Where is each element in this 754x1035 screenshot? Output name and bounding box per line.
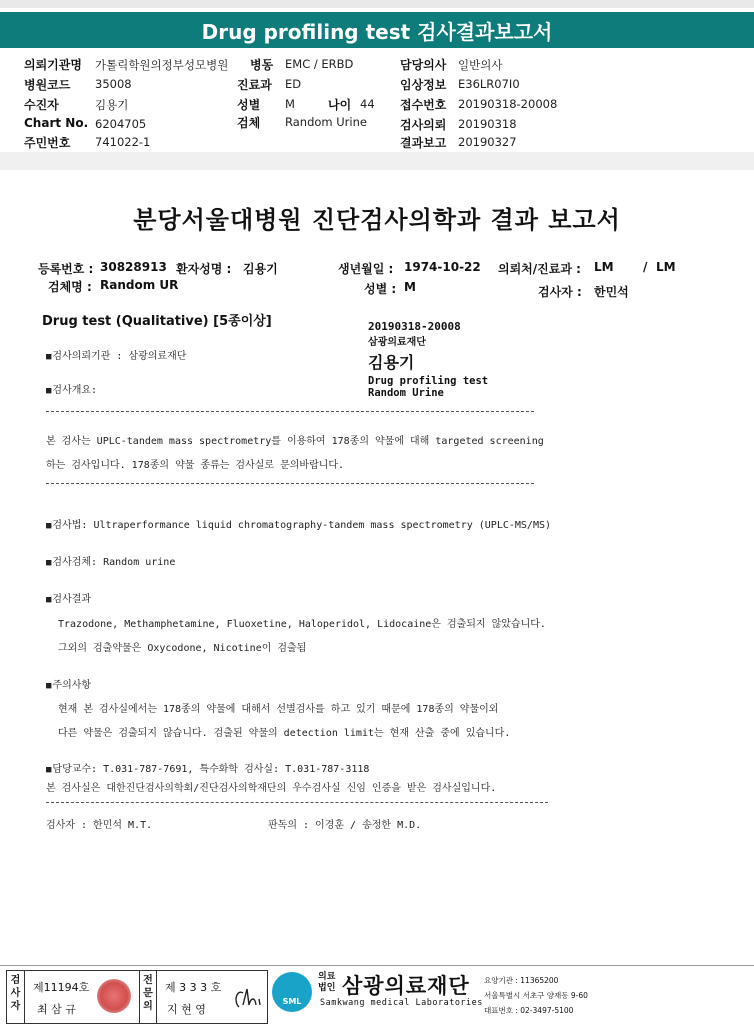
method-line: ■ 검사법: Ultraperformance liquid chromatography-tandem mass spectrometry (UPLC-MS/MS) [46,516,551,531]
dashed-divider [46,802,548,803]
value-resident-no: 741022-1 [95,135,151,149]
signature-box [6,970,268,1024]
value-accession: 20190318-20008 [458,97,558,111]
value-institution: 가톨릭학원의정부성모병원 [95,58,229,72]
col2-name: 지 현 영 [167,1003,206,1016]
sticker-test: Drug profiling test [368,375,489,387]
org-address: 서울특별시 서초구 양재동 9-60 [484,991,588,1000]
value-chart-no: 6204705 [95,117,147,131]
label-chart-no: Chart No. [24,116,89,130]
dept-value-2: LM [656,260,676,274]
label-resident-no: 주민번호 [24,136,71,150]
tester-label: 검사자 : [538,285,582,299]
sticker-org: 삼광의료재단 [368,337,426,348]
caution-line-1: 현재 본 검사실에서는 178종의 약물에 대해서 선별검사를 하고 있기 때문에 178종의 약물이외 [58,704,499,715]
caution-line-2: 다른 약물은 검출되지 않습니다. 검출된 약물의 detection limit는 현재 산출 중에 있습니다. [58,728,511,739]
contact-line: ■ 담당교수: T.031-787-7691, 특수화학 검사실: T.031-787-3118 [46,760,369,775]
col2-label: 전문의 [139,971,157,1023]
patient-label: 환자성명 : [176,262,232,276]
test-subtitle: Drug test (Qualitative) [5종이상] [42,314,272,329]
value-department: ED [285,77,302,91]
col1-name: 최 삼 규 [37,1003,76,1016]
value-ward: EMC / ERBD [285,57,354,71]
report-title: 분당서울대병원 진단검사의학과 결과 보고서 [133,206,621,234]
footer [0,965,754,1035]
label-age: 나이 [328,98,352,112]
specimen-line: ■ 검사검체: Random urine [46,553,175,568]
top-strip [0,0,754,8]
dept-value-1: LM [594,260,614,274]
label-institution: 의뢰기관명 [24,58,82,72]
org-name: 삼광의료재단 [342,974,470,998]
sticker-patient: 김용기 [368,353,415,372]
caution-heading: ■ 주의사항 [46,676,91,691]
dept-separator: / [643,260,648,274]
value-report-date: 20190327 [458,135,517,149]
label-clinical-info: 임상정보 [400,78,447,92]
specimen-label-sticker [368,320,518,399]
label-doctor: 담당의사 [400,58,447,72]
value-clinical-info: E36LR07I0 [458,77,520,91]
sticker-accession: 20190318-20008 [368,320,461,333]
sex-label: 성별 : [364,282,397,296]
label-sex: 성별 [237,98,261,112]
reg-value: 30828913 [100,260,167,274]
label-patient: 수진자 [24,98,59,112]
result-line-1: Trazodone, Methamphetamine, Fluoxetine, Haloperidol, Lidocaine은 검출되지 않았습니다. [58,619,546,630]
col1-label: 검사자 [7,971,25,1023]
value-doctor: 일반의사 [458,58,503,72]
signer-line: 검사자 : 한민석 M.T. [46,820,153,831]
value-sex: M [285,97,295,111]
org-phone: 대표번호 : 02-3497-5100 [484,1006,574,1015]
reader-line: 판독의 : 이경훈 / 송정한 M.D. [268,820,422,831]
value-hospital-code: 35008 [95,77,132,91]
label-request-date: 검사의뢰 [400,118,447,132]
dashed-divider [46,411,534,412]
overview-line-2: 하는 검사입니다. 178종의 약물 종류는 검사실로 문의바랍니다. [46,460,345,471]
value-age: 44 [360,97,375,111]
dob-value: 1974-10-22 [404,260,481,274]
label-ward: 병동 [250,58,274,72]
red-seal-icon [97,979,131,1013]
requester-line: ■ 검사의뢰기관 : 삼광의료재단 [46,347,186,362]
sticker-specimen: Random Urine [368,387,444,399]
col2-license-no: 제 3 3 3 호 [165,981,222,994]
label-specimen: 검체 [237,116,261,130]
label-report-date: 결과보고 [400,136,447,150]
separator-band [0,152,754,170]
patient-info-panel [0,50,754,150]
value-specimen: Random Urine [285,115,367,129]
col1-license-no: 제11194호 [33,981,90,994]
page-title: Drug profiling test 검사결과보고서 [0,12,754,48]
reg-label: 등록번호 : [38,262,94,276]
org-code: 요양기관 : 11365200 [484,976,559,985]
specimen-label: 검체명 : [48,280,92,294]
scanned-report [0,170,754,960]
dob-label: 생년월일 : [338,262,394,276]
value-request-date: 20190318 [458,117,517,131]
overview-line-1: 본 검사는 UPLC-tandem mass spectrometry를 이용하여 178종의 약물에 대해 targeted screening [46,436,544,447]
patient-value: 김용기 [243,262,278,276]
overview-heading: ■ 검사개요: [46,381,97,396]
result-heading: ■ 검사결과 [46,590,91,605]
value-patient: 김용기 [95,98,129,112]
certification-line: 본 검사실은 대한진단검사의학회/진단검사의학재단의 우수검사실 신임 인증을 받은 검사실입니다. [46,783,497,794]
org-english-name: Samkwang medical Laboratories [320,998,483,1008]
org-type: 의료법인 [318,972,336,993]
sex-value: M [404,280,416,294]
result-line-2: 그외의 검출약물은 Oxycodone, Nicotine이 검출됨 [58,643,307,654]
label-accession: 접수번호 [400,98,447,112]
label-department: 진료과 [237,78,272,92]
dashed-divider [46,483,534,484]
sml-logo-icon: SML [272,972,312,1012]
dept-label: 의뢰처/진료과 : [498,262,581,276]
tester-value: 한민석 [594,285,629,299]
label-hospital-code: 병원코드 [24,78,71,92]
signature-icon [229,983,263,1013]
specimen-value: Random UR [100,278,179,292]
